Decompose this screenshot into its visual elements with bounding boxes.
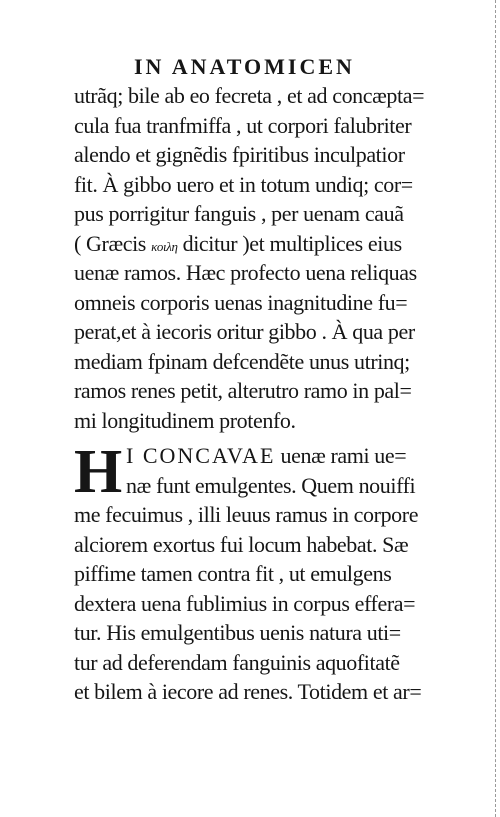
drop-cap: H xyxy=(74,438,123,506)
text-line: ramos renes petit, alterutro ramo in pal= xyxy=(74,378,412,403)
opening-words: I CONCAVAE xyxy=(126,443,276,468)
text-line-first xyxy=(74,441,450,471)
text-line-with-greek xyxy=(74,229,450,259)
text-line: alciorem exortus fui locum habebat. Sæ xyxy=(74,531,409,557)
text-line: perat,et à iecoris oritur gibbo . À qua per xyxy=(74,319,415,344)
text-line: piffime tamen contra fit , ut emulgens xyxy=(74,561,392,586)
text-line: mediam fpinam defcendẽte unus utrinq; xyxy=(74,348,410,374)
text-line: dextera uena fublimius in corpus effera= xyxy=(74,590,416,616)
text-line: tur. His emulgentibus uenis natura uti= xyxy=(74,620,401,645)
text-line: omneis corporis uenas inagnitudine fu= xyxy=(74,289,408,315)
text-line: cula fua tranfmiffa , ut corpori falubriter xyxy=(74,112,412,138)
text-line: me fecuimus , illi leuus ramus in corpore xyxy=(74,502,419,527)
page-edge-rule xyxy=(495,0,496,817)
paragraph-1 xyxy=(74,81,450,435)
running-header: IN ANATOMICEN xyxy=(134,54,355,79)
text-line: tur ad deferendam fanguinis aquofitatẽ xyxy=(74,649,400,675)
paragraph-2 xyxy=(74,438,450,707)
text-segment: ( Græcis xyxy=(74,230,146,256)
text-line: fit. À gibbo uero et in totum undiq; cor= xyxy=(74,171,413,197)
text-line: mi longitudinem protenfo. xyxy=(74,407,296,433)
text-line: uenæ ramos. Hæc profecto uena reliquas xyxy=(74,260,417,285)
text-line: et bilem à iecore ad renes. Totidem et ar= xyxy=(74,679,422,704)
greek-word: κοιλη xyxy=(151,238,178,254)
text-segment: dicitur )et multiplices eius xyxy=(182,230,402,256)
text-segment: uenæ rami ue= xyxy=(280,443,407,468)
text-line: pus porrigitur fanguis , per uenam cauã xyxy=(74,201,404,226)
text-line: utrãq; bile ab eo fecreta , et ad concæpta= xyxy=(74,83,425,108)
text-line: alendo et gignẽdis fpiritibus inculpatior xyxy=(74,142,405,167)
text-line: næ funt emulgentes. Quem nouiffi xyxy=(126,472,416,498)
